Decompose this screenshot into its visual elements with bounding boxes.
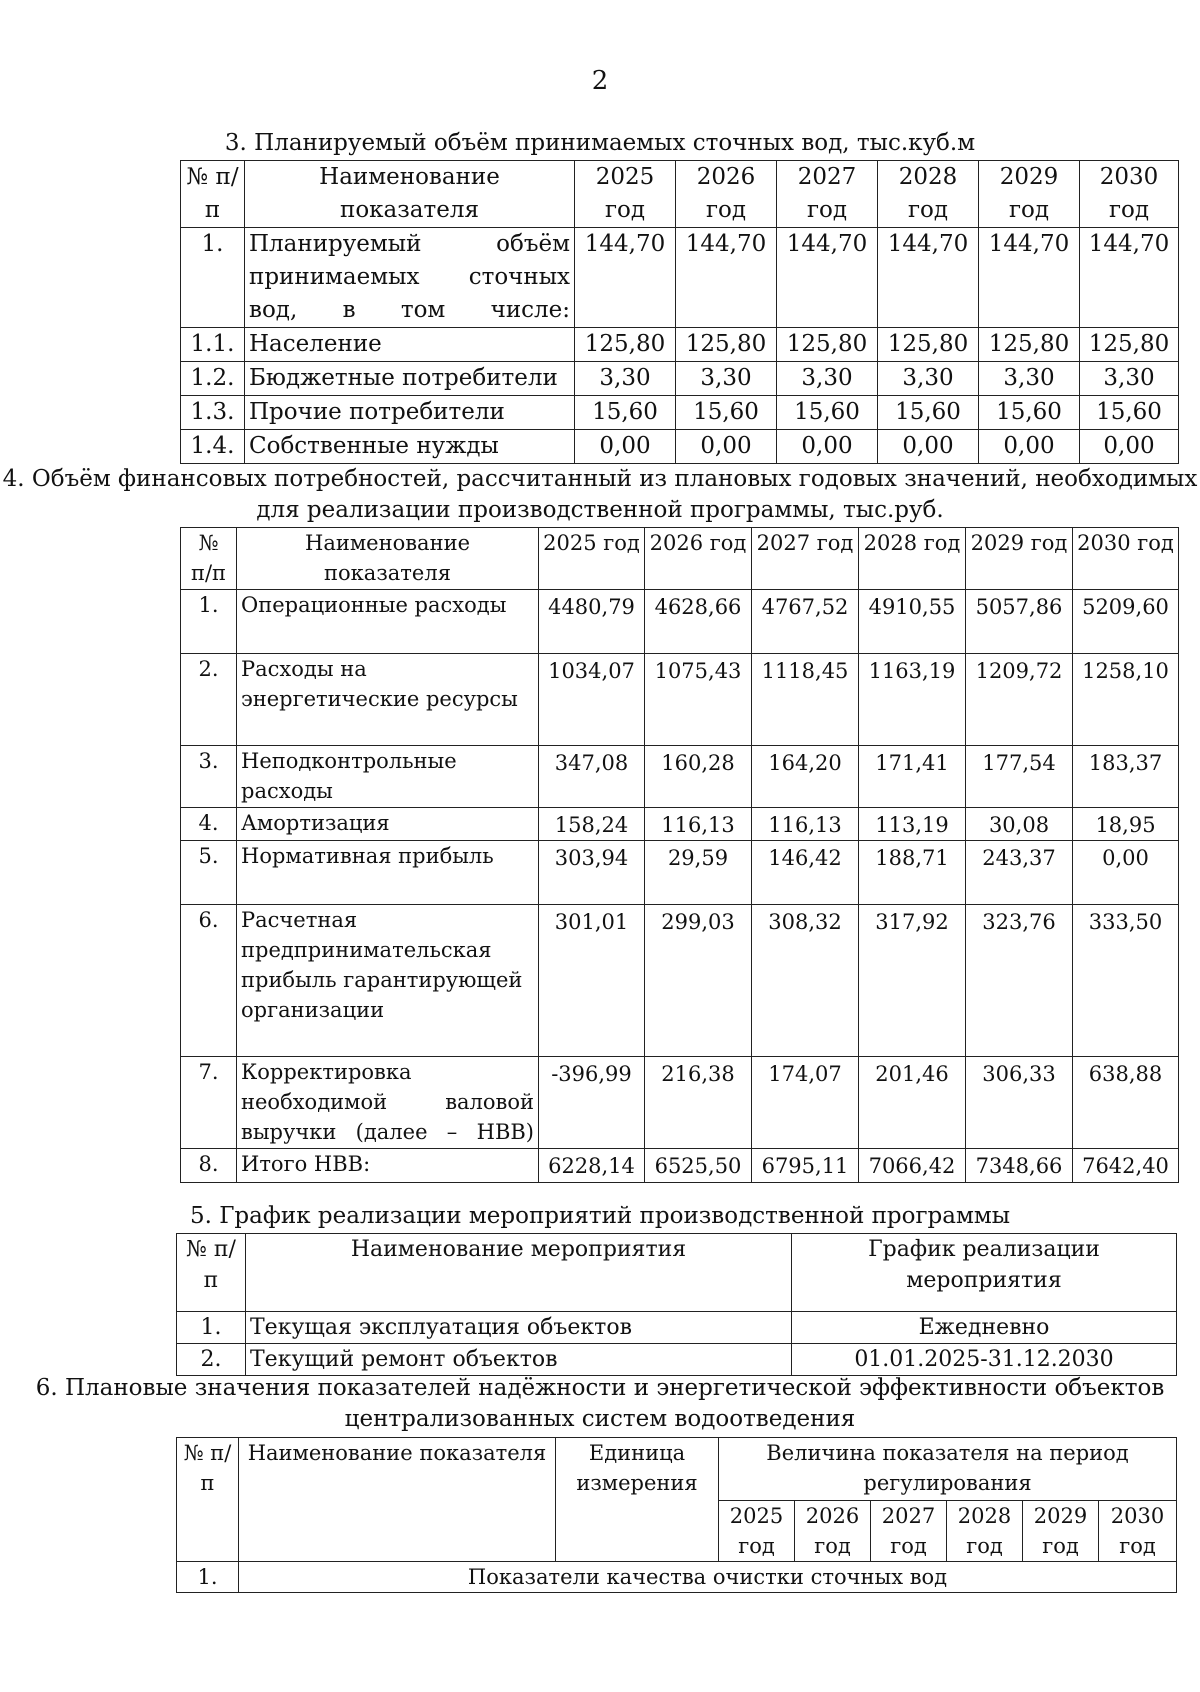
row-num: 1.2. bbox=[181, 362, 245, 396]
row-name: Итого НВВ: bbox=[237, 1149, 539, 1183]
header-name: Наименование показателя bbox=[245, 161, 575, 228]
header-num: № п/п bbox=[177, 1234, 246, 1312]
page-number: 2 bbox=[591, 66, 609, 96]
cell-value: 7066,42 bbox=[859, 1149, 966, 1183]
header-period: Величина показателя на период регулирования bbox=[719, 1438, 1177, 1501]
row-num: 8. bbox=[181, 1149, 237, 1183]
cell-value: 6228,14 bbox=[539, 1149, 645, 1183]
table-row bbox=[181, 328, 1179, 362]
cell-value: 5209,60 bbox=[1073, 590, 1179, 654]
row-name: Прочие потребители bbox=[245, 396, 575, 430]
cell-value: 125,80 bbox=[878, 328, 979, 362]
header-name: Наименование показателя bbox=[239, 1438, 556, 1562]
row-name: Корректировка необходимой валовой выручки (далее – НВВ) bbox=[237, 1057, 539, 1149]
table-row bbox=[181, 590, 1179, 654]
cell-value: -396,99 bbox=[539, 1057, 645, 1149]
cell-value: 125,80 bbox=[1080, 328, 1179, 362]
cell-value: 15,60 bbox=[878, 396, 979, 430]
row-num: 7. bbox=[181, 1057, 237, 1149]
row-num: 1. bbox=[177, 1562, 239, 1593]
section6-title: 6. Плановые значения показателей надёжности и энергетической эффективности объектов централизованных систем водоотведения bbox=[35, 1375, 1165, 1432]
cell-value: 4628,66 bbox=[645, 590, 752, 654]
table-row bbox=[181, 228, 1179, 328]
header-year: 2028 год bbox=[878, 161, 979, 228]
cell-value: 3,30 bbox=[1080, 362, 1179, 396]
section5-title: 5. График реализации мероприятий производственной программы bbox=[189, 1203, 1011, 1229]
cell-value: 171,41 bbox=[859, 746, 966, 808]
reliability-indicators-table bbox=[176, 1437, 1177, 1593]
table-row bbox=[181, 1057, 1179, 1149]
table-row bbox=[177, 1312, 1177, 1344]
table-header-row bbox=[177, 1234, 1177, 1312]
row-name: Планируемый объём принимаемых сточных вод, в том числе: bbox=[245, 228, 575, 328]
cell-value: 113,19 bbox=[859, 808, 966, 841]
cell-value: 347,08 bbox=[539, 746, 645, 808]
row-schedule: Ежедневно bbox=[792, 1312, 1177, 1344]
table-row bbox=[181, 905, 1179, 1057]
header-year: 2027 год bbox=[777, 161, 878, 228]
schedule-table bbox=[176, 1233, 1177, 1376]
row-name: Бюджетные потребители bbox=[245, 362, 575, 396]
table-row bbox=[181, 808, 1179, 841]
header-year: 2030 год bbox=[1073, 528, 1179, 590]
table-row bbox=[177, 1344, 1177, 1376]
header-year: 2027 год bbox=[752, 528, 859, 590]
table-header-row bbox=[181, 528, 1179, 590]
header-schedule: График реализации мероприятия bbox=[792, 1234, 1177, 1312]
cell-value: 4910,55 bbox=[859, 590, 966, 654]
cell-value: 125,80 bbox=[676, 328, 777, 362]
cell-value: 1209,72 bbox=[966, 654, 1073, 746]
header-year: 2030 год bbox=[1099, 1501, 1177, 1562]
cell-value: 146,42 bbox=[752, 841, 859, 905]
row-num: 4. bbox=[181, 808, 237, 841]
cell-value: 216,38 bbox=[645, 1057, 752, 1149]
table-row bbox=[181, 841, 1179, 905]
cell-value: 30,08 bbox=[966, 808, 1073, 841]
header-num: № п/п bbox=[181, 161, 245, 228]
planned-volume-table bbox=[180, 160, 1179, 464]
cell-value: 317,92 bbox=[859, 905, 966, 1057]
cell-value: 144,70 bbox=[878, 228, 979, 328]
cell-value: 1258,10 bbox=[1073, 654, 1179, 746]
row-num: 1.4. bbox=[181, 430, 245, 464]
header-year: 2030 год bbox=[1080, 161, 1179, 228]
cell-value: 201,46 bbox=[859, 1057, 966, 1149]
row-name: Собственные нужды bbox=[245, 430, 575, 464]
table-row bbox=[181, 746, 1179, 808]
section4-title: 4. Объём финансовых потребностей, рассчитанный из плановых годовых значений, необходимых для реализации производственной программы, тыс.руб. bbox=[2, 466, 1198, 523]
cell-value: 125,80 bbox=[979, 328, 1080, 362]
cell-value: 3,30 bbox=[979, 362, 1080, 396]
table-row bbox=[181, 362, 1179, 396]
cell-value: 4767,52 bbox=[752, 590, 859, 654]
row-num: 1. bbox=[177, 1312, 246, 1344]
header-year: 2025 год bbox=[539, 528, 645, 590]
cell-value: 0,00 bbox=[878, 430, 979, 464]
cell-value: 303,94 bbox=[539, 841, 645, 905]
cell-value: 125,80 bbox=[777, 328, 878, 362]
header-num: № п/п bbox=[177, 1438, 239, 1562]
cell-value: 306,33 bbox=[966, 1057, 1073, 1149]
cell-value: 7348,66 bbox=[966, 1149, 1073, 1183]
header-name: Наименование показателя bbox=[237, 528, 539, 590]
header-year: 2026 год bbox=[676, 161, 777, 228]
cell-value: 638,88 bbox=[1073, 1057, 1179, 1149]
row-name: Текущая эксплуатация объектов bbox=[246, 1312, 792, 1344]
row-name: Население bbox=[245, 328, 575, 362]
table-row bbox=[181, 396, 1179, 430]
header-year: 2029 год bbox=[1023, 1501, 1099, 1562]
cell-value: 0,00 bbox=[777, 430, 878, 464]
cell-value: 29,59 bbox=[645, 841, 752, 905]
cell-value: 15,60 bbox=[1080, 396, 1179, 430]
header-year: 2029 год bbox=[979, 161, 1080, 228]
table-header-row bbox=[177, 1438, 1177, 1501]
row-name: Операционные расходы bbox=[237, 590, 539, 654]
cell-value: 6525,50 bbox=[645, 1149, 752, 1183]
cell-value: 0,00 bbox=[575, 430, 676, 464]
row-num: 5. bbox=[181, 841, 237, 905]
cell-value: 0,00 bbox=[676, 430, 777, 464]
cell-value: 4480,79 bbox=[539, 590, 645, 654]
cell-value: 3,30 bbox=[676, 362, 777, 396]
row-group-title: Показатели качества очистки сточных вод bbox=[239, 1562, 1177, 1593]
row-num: 1. bbox=[181, 590, 237, 654]
cell-value: 299,03 bbox=[645, 905, 752, 1057]
cell-value: 1163,19 bbox=[859, 654, 966, 746]
cell-value: 15,60 bbox=[777, 396, 878, 430]
row-schedule: 01.01.2025-31.12.2030 bbox=[792, 1344, 1177, 1376]
cell-value: 3,30 bbox=[878, 362, 979, 396]
row-name: Неподконтрольные расходы bbox=[237, 746, 539, 808]
cell-value: 183,37 bbox=[1073, 746, 1179, 808]
table-header-row bbox=[181, 161, 1179, 228]
cell-value: 308,32 bbox=[752, 905, 859, 1057]
cell-value: 144,70 bbox=[575, 228, 676, 328]
row-num: 2. bbox=[177, 1344, 246, 1376]
cell-value: 158,24 bbox=[539, 808, 645, 841]
table-row-total bbox=[181, 1149, 1179, 1183]
cell-value: 116,13 bbox=[645, 808, 752, 841]
row-num: 1.3. bbox=[181, 396, 245, 430]
header-year: 2029 год bbox=[966, 528, 1073, 590]
table-row bbox=[177, 1562, 1177, 1593]
header-year: 2028 год bbox=[947, 1501, 1023, 1562]
table-row bbox=[181, 430, 1179, 464]
cell-value: 6795,11 bbox=[752, 1149, 859, 1183]
header-year: 2026 год bbox=[645, 528, 752, 590]
cell-value: 177,54 bbox=[966, 746, 1073, 808]
financial-needs-table bbox=[180, 527, 1179, 1183]
row-num: 1. bbox=[181, 228, 245, 328]
cell-value: 116,13 bbox=[752, 808, 859, 841]
row-name: Расчетная предпринимательская прибыль гарантирующей организации bbox=[237, 905, 539, 1057]
cell-value: 125,80 bbox=[575, 328, 676, 362]
header-year: 2028 год bbox=[859, 528, 966, 590]
header-year: 2026 год bbox=[795, 1501, 871, 1562]
row-num: 3. bbox=[181, 746, 237, 808]
header-year: 2025 год bbox=[719, 1501, 795, 1562]
row-name: Нормативная прибыль bbox=[237, 841, 539, 905]
row-name: Амортизация bbox=[237, 808, 539, 841]
cell-value: 18,95 bbox=[1073, 808, 1179, 841]
cell-value: 333,50 bbox=[1073, 905, 1179, 1057]
cell-value: 243,37 bbox=[966, 841, 1073, 905]
cell-value: 144,70 bbox=[979, 228, 1080, 328]
cell-value: 5057,86 bbox=[966, 590, 1073, 654]
cell-value: 188,71 bbox=[859, 841, 966, 905]
cell-value: 160,28 bbox=[645, 746, 752, 808]
table-row bbox=[181, 654, 1179, 746]
header-name: Наименование мероприятия bbox=[246, 1234, 792, 1312]
cell-value: 301,01 bbox=[539, 905, 645, 1057]
cell-value: 0,00 bbox=[1073, 841, 1179, 905]
cell-value: 3,30 bbox=[777, 362, 878, 396]
cell-value: 0,00 bbox=[979, 430, 1080, 464]
row-name: Расходы на энергетические ресурсы bbox=[237, 654, 539, 746]
row-name: Текущий ремонт объектов bbox=[246, 1344, 792, 1376]
cell-value: 1075,43 bbox=[645, 654, 752, 746]
cell-value: 323,76 bbox=[966, 905, 1073, 1057]
cell-value: 7642,40 bbox=[1073, 1149, 1179, 1183]
cell-value: 15,60 bbox=[979, 396, 1080, 430]
header-year: 2025 год bbox=[575, 161, 676, 228]
header-unit: Единица измерения bbox=[556, 1438, 719, 1562]
cell-value: 144,70 bbox=[1080, 228, 1179, 328]
cell-value: 1118,45 bbox=[752, 654, 859, 746]
row-num: 1.1. bbox=[181, 328, 245, 362]
cell-value: 1034,07 bbox=[539, 654, 645, 746]
cell-value: 15,60 bbox=[575, 396, 676, 430]
cell-value: 144,70 bbox=[676, 228, 777, 328]
section3-title: 3. Планируемый объём принимаемых сточных вод, тыс.куб.м bbox=[224, 130, 976, 156]
cell-value: 15,60 bbox=[676, 396, 777, 430]
cell-value: 164,20 bbox=[752, 746, 859, 808]
cell-value: 3,30 bbox=[575, 362, 676, 396]
row-num: 6. bbox=[181, 905, 237, 1057]
cell-value: 144,70 bbox=[777, 228, 878, 328]
cell-value: 0,00 bbox=[1080, 430, 1179, 464]
header-num: № п/п bbox=[181, 528, 237, 590]
header-year: 2027 год bbox=[871, 1501, 947, 1562]
row-num: 2. bbox=[181, 654, 237, 746]
cell-value: 174,07 bbox=[752, 1057, 859, 1149]
